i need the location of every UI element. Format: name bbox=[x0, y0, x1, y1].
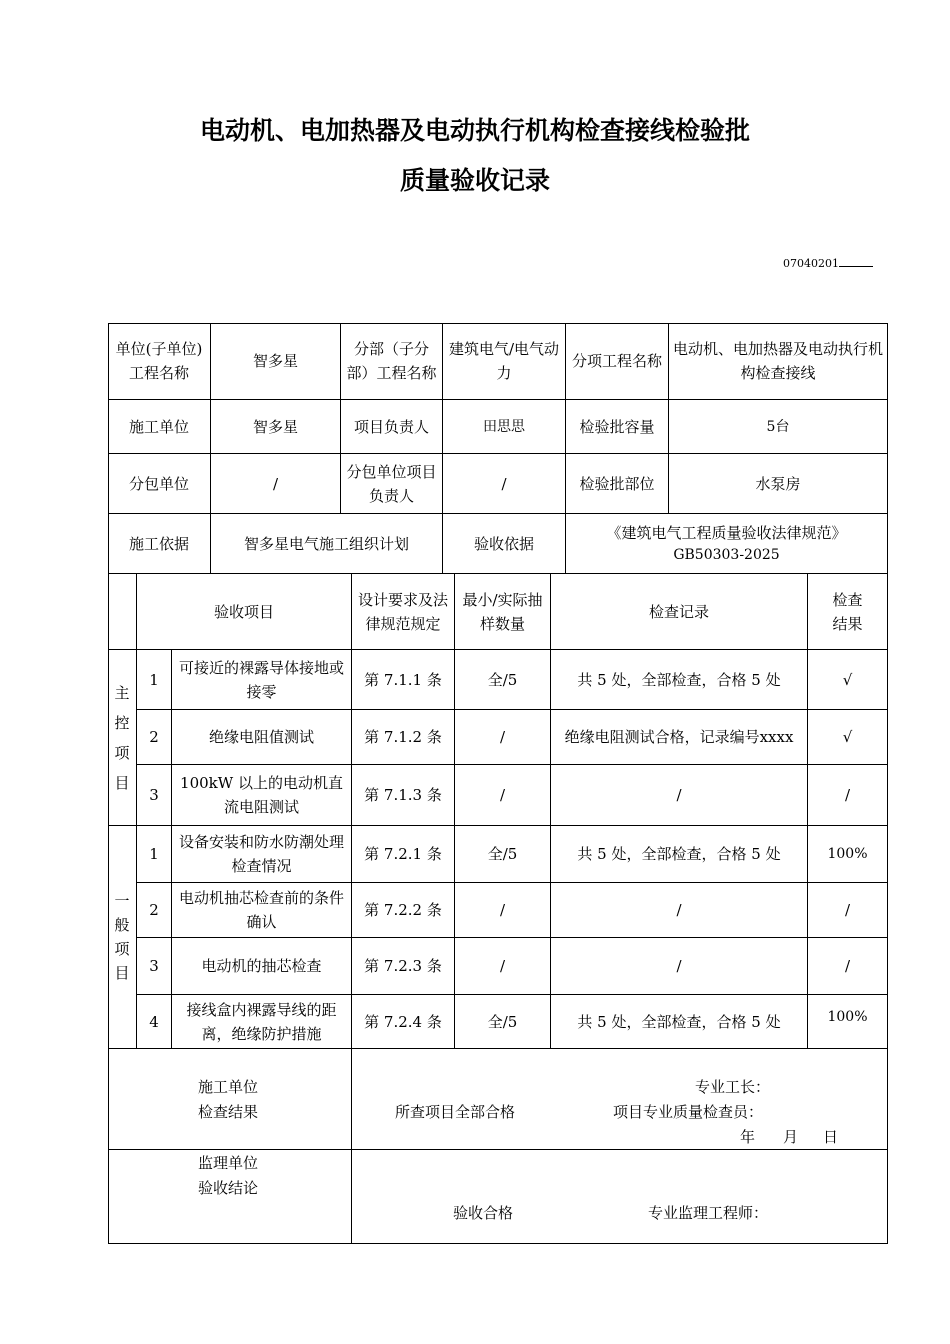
general-item-spec: 第 7.2.3 条 bbox=[352, 938, 455, 995]
location-label: 检验批部位 bbox=[566, 454, 669, 514]
subitem-label: 分项工程名称 bbox=[566, 323, 669, 400]
contractor-conclusion: 所查项目全部合格 bbox=[395, 1103, 516, 1121]
general-item-record: / bbox=[551, 938, 808, 995]
general-item-name: 设备安装和防水防潮处理检查情况 bbox=[172, 826, 352, 883]
col-spec: 设计要求及法律规范规定 bbox=[352, 574, 455, 650]
supervisor-cell bbox=[352, 1150, 888, 1244]
general-item-sample: 全/5 bbox=[455, 995, 551, 1049]
general-group-label: 一 般 项 目 bbox=[108, 826, 137, 1049]
capacity-value: 5台 bbox=[669, 400, 888, 454]
general-item-name: 电动机的抽芯检查 bbox=[172, 938, 352, 995]
main-item-result: / bbox=[808, 765, 888, 826]
corner-cell bbox=[108, 574, 137, 650]
foreman-signature-label: 专业工长： bbox=[695, 1078, 771, 1096]
main-item-spec: 第 7.1.1 条 bbox=[352, 650, 455, 710]
location-value: 水泵房 bbox=[669, 454, 888, 514]
basis-value: 智多星电气施工组织计划 bbox=[211, 514, 443, 574]
general-item-no: 4 bbox=[137, 995, 172, 1049]
main-item-sample: / bbox=[455, 765, 551, 826]
general-item-no: 2 bbox=[137, 883, 172, 938]
pm-value: 田思思 bbox=[443, 400, 566, 454]
document-subtitle: 质量验收记录 bbox=[399, 166, 550, 195]
general-item-sample: / bbox=[455, 938, 551, 995]
qc-inspector-signature-label: 项目专业质量检查员： bbox=[613, 1103, 764, 1121]
general-item-no: 3 bbox=[137, 938, 172, 995]
main-item-record: 绝缘电阻测试合格，记录编号xxxx bbox=[551, 710, 808, 765]
general-item-result: / bbox=[808, 938, 888, 995]
acceptance-basis-value: 《建筑电气工程质量验收法律规范》 GB50303-2025 bbox=[566, 514, 888, 574]
subcontractor-value: / bbox=[211, 454, 341, 514]
general-item-spec: 第 7.2.2 条 bbox=[352, 883, 455, 938]
pm-label: 项目负责人 bbox=[341, 400, 443, 454]
main-item-name: 绝缘电阻值测试 bbox=[172, 710, 352, 765]
unit-value: 智多星 bbox=[211, 323, 341, 400]
main-item-result: √ bbox=[808, 710, 888, 765]
date-day: 日 bbox=[823, 1128, 839, 1146]
col-item: 验收项目 bbox=[137, 574, 352, 650]
main-item-record: / bbox=[551, 765, 808, 826]
general-item-spec: 第 7.2.1 条 bbox=[352, 826, 455, 883]
contractor-label: 施工单位 bbox=[108, 400, 211, 454]
general-item-name: 接线盒内裸露导线的距离，绝缘防护措施 bbox=[172, 995, 352, 1049]
general-item-spec: 第 7.2.4 条 bbox=[352, 995, 455, 1049]
supervisor-label-2: 验收结论 bbox=[198, 1179, 259, 1197]
main-item-name: 可接近的裸露导体接地或接零 bbox=[172, 650, 352, 710]
general-item-result: 100% bbox=[808, 995, 888, 1049]
main-item-spec: 第 7.1.3 条 bbox=[352, 765, 455, 826]
sub-pm-label: 分包单位项目负责人 bbox=[341, 454, 443, 514]
main-group-label: 主 控 项 目 bbox=[108, 650, 137, 826]
contractor-value: 智多星 bbox=[211, 400, 341, 454]
basis-label: 施工依据 bbox=[108, 514, 211, 574]
subitem-value: 电动机、电加热器及电动执行机构检查接线 bbox=[669, 323, 888, 400]
capacity-label: 检验批容量 bbox=[566, 400, 669, 454]
general-item-record: / bbox=[551, 883, 808, 938]
main-item-spec: 第 7.1.2 条 bbox=[352, 710, 455, 765]
date-year: 年 bbox=[740, 1128, 756, 1146]
general-item-record: 共 5 处，全部检查，合格 5 处 bbox=[551, 995, 808, 1049]
supervisor-engineer-signature-label: 专业监理工程师： bbox=[648, 1204, 769, 1222]
col-record: 检查记录 bbox=[551, 574, 808, 650]
division-value: 建筑电气/电气动力 bbox=[443, 323, 566, 400]
document-title: 电动机、电加热器及电动执行机构检查接线检验批 bbox=[199, 116, 750, 145]
main-item-no: 1 bbox=[137, 650, 172, 710]
date-month: 月 bbox=[783, 1128, 799, 1146]
general-item-result: 100% bbox=[808, 826, 888, 883]
inspection-table bbox=[108, 323, 888, 1244]
general-item-no: 1 bbox=[137, 826, 172, 883]
sub-pm-value: / bbox=[443, 454, 566, 514]
supervisor-label-1: 监理单位 bbox=[198, 1154, 259, 1172]
supervisor-conclusion: 验收合格 bbox=[453, 1204, 514, 1222]
subcontractor-label: 分包单位 bbox=[108, 454, 211, 514]
main-item-no: 2 bbox=[137, 710, 172, 765]
division-label: 分部（子分部）工程名称 bbox=[341, 323, 443, 400]
main-item-sample: / bbox=[455, 710, 551, 765]
general-item-name: 电动机抽芯检查前的条件确认 bbox=[172, 883, 352, 938]
main-item-name: 100kW 以上的电动机直流电阻测试 bbox=[172, 765, 352, 826]
col-sample: 最小/实际抽样数量 bbox=[455, 574, 551, 650]
general-item-sample: 全/5 bbox=[455, 826, 551, 883]
col-result: 检查 结果 bbox=[808, 574, 888, 650]
acceptance-basis-label: 验收依据 bbox=[443, 514, 566, 574]
form-code: 07040201 bbox=[783, 256, 873, 270]
general-item-sample: / bbox=[455, 883, 551, 938]
general-item-result: / bbox=[808, 883, 888, 938]
unit-label: 单位(子单位)工程名称 bbox=[108, 323, 211, 400]
general-item-record: 共 5 处，全部检查，合格 5 处 bbox=[551, 826, 808, 883]
contractor-check-label-1: 施工单位 bbox=[198, 1078, 259, 1096]
main-item-no: 3 bbox=[137, 765, 172, 826]
main-item-sample: 全/5 bbox=[455, 650, 551, 710]
main-item-result: √ bbox=[808, 650, 888, 710]
contractor-check-label-2: 检查结果 bbox=[198, 1103, 259, 1121]
main-item-record: 共 5 处，全部检查，合格 5 处 bbox=[551, 650, 808, 710]
